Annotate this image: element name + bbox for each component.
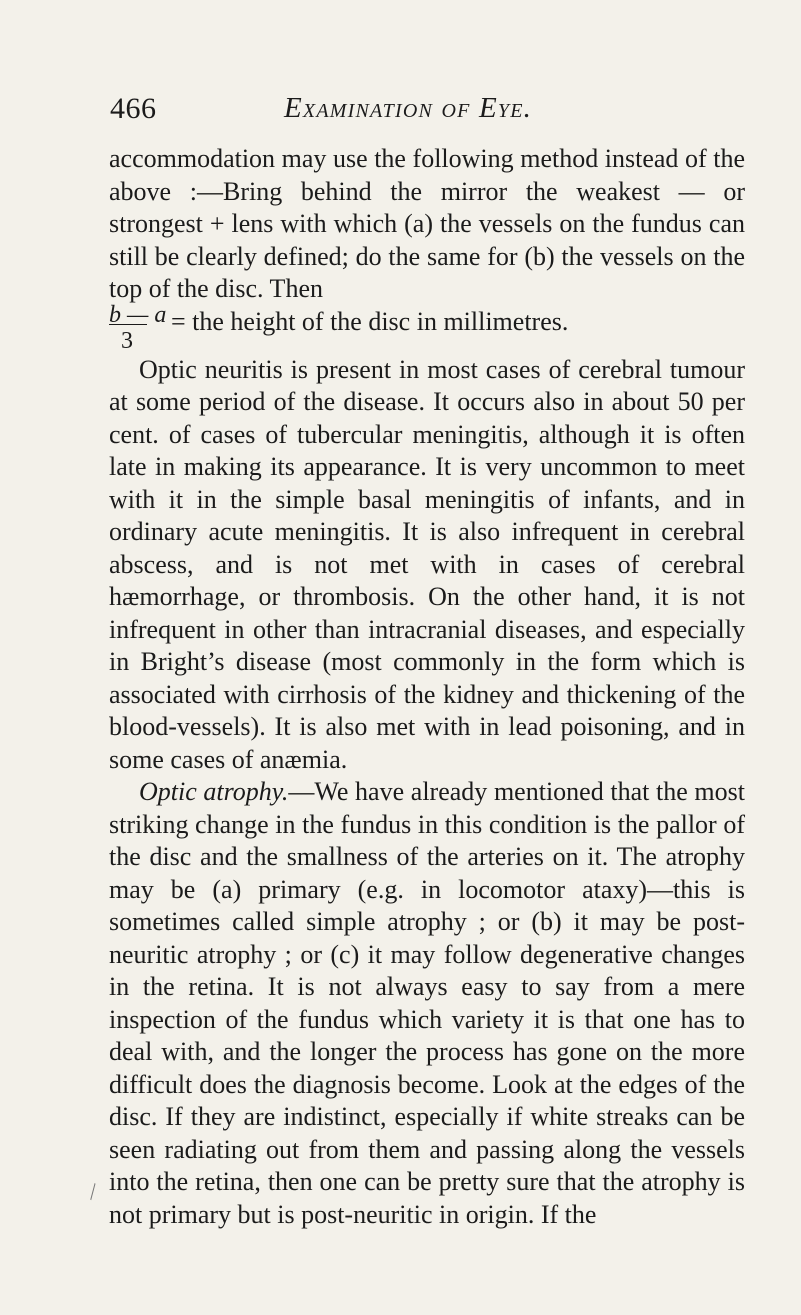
page-number: 466: [110, 92, 157, 125]
optic-atrophy-heading: Optic atrophy.: [139, 777, 289, 806]
formula-result-text: = the height of the disc in millimetres.: [171, 306, 569, 336]
formula-denominator: 3: [121, 327, 133, 354]
margin-stray-mark: ╲: [84, 1184, 101, 1201]
paragraph-accommodation-method: accommodation may use the following method instead of the above :—Bring behind the mirror the weakest — or strongest + lens with which (a) the vessels on the fundus can still be clearly defined; do the same for (b) the vessels on the top of the disc. Then: [109, 144, 745, 303]
paragraph-optic-atrophy: [109, 776, 745, 1231]
formula-fraction: [109, 299, 167, 356]
paragraph-optic-neuritis: Optic neuritis is present in most cases of cerebral tumour at some period of the disease. It occurs also in about 50 per cent. of cases of tubercular meningitis, although it is often late in making its appearance. It is very uncommon to meet with it in the simple basal meningitis of infants, and in ordinary acute meningitis. It is also infrequent in cerebral abscess, and is not met with in cases of cerebral hæmorrhage, or thrombosis. On the other hand, it is not infrequent in other than intracranial diseases, and especially in Bright’s disease (most commonly in the form which is associated with cirrhosis of the kidney and thickening of the blood-vessels). It is also met with in lead poisoning, and in some cases of anæmia.: [109, 354, 745, 774]
formula-numerator: b — a: [109, 301, 167, 328]
disc-height-formula: [109, 301, 745, 354]
optic-atrophy-text: —We have already mentioned that the most striking change in the fundus in this condition is the pallor of the disc and the smallness of the arteries on it. The atrophy may be (a) primary (e.g. in locomotor ataxy)—this is sometimes called simple atrophy ; or (b) it may be post-neuritic atrophy ; or (c) it may follow degenerative changes in the retina. It is not always easy to say from a mere inspection of the fundus which variety it is that one has to deal with, and the longer the process has gone on the more difficult does the diagnosis become. Look at the edges of the disc. If they are indistinct, especially if white streaks can be seen radiating out from them and passing along the vessels into the retina, then one can be pretty sure that the atrophy is not primary but is post-neuritic in origin. If the: [109, 777, 745, 1229]
running-head-title: Examination of Eye.: [284, 92, 533, 124]
page-header: [110, 92, 740, 132]
page-body: [109, 143, 745, 1231]
